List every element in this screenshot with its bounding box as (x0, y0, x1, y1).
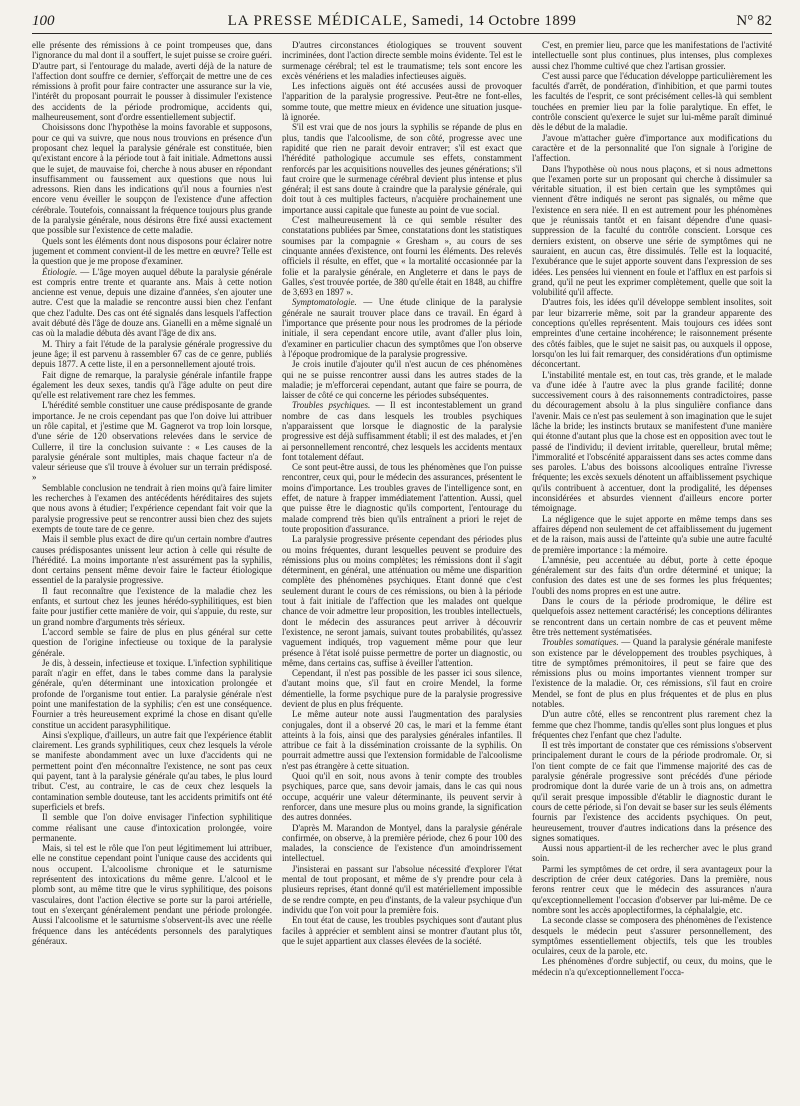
paragraph-text: Dans l'hypothèse où nous nous plaçons, et si nous admettons que l'examen porte sur un proposant qui cherche à dissimuler sa véritable situation, il est bien certain que les symptômes qui viennent d'être indiqués ne seront pas signalés, ou même que l'existence en sera niée. Il en est autrement pour les phénomènes que je réunissais tantôt et en faisant dépendre d'une quasi-suppression de la faculté du contrôle conscient. Lorsque ces derniers existent, on observe une série de symptômes qui ne sauraient, en aucun cas, être dissimulés. Telle est la loquacité, l'exubérance que le sujet apporte souvent dans l'expression de ses idées. Les pensées lui viennent en foule et l'afflux en est parfois si grand, qu'il ne peut les exprimer complètement, quelle que soit la volubilité qu'il affecte. (532, 163, 772, 298)
paragraph-text: C'est malheureusement là ce qui semble résulter des constatations publiées par Smee, constatations dont les statistiques soumises par la compagnie « Gresham », au cours de ses cinquante années d'existence, ont fourni les éléments. Des relevés officiels il résulte, en effet, que « la mortalité occasionnée par la folie et la paralysie générale, en Angleterre et dans le pays de Galles, s'est trouvée portée, de 380 qu'elle était en 1848, au chiffre de 3,693 en 1897 ». (282, 215, 522, 298)
paragraph-text: Je dis, à dessein, infectieuse et toxique. L'infection syphilitique paraît n'agir en effet, dans le tabes comme dans la paralysie générale, qu'en déterminant une intoxication prolongée et profonde de l'organisme tout entier. La paralysie générale n'est point une manifestation de la syphilis; c'en est une conséquence. Fournier a très heureusement exprimé la chose en disant qu'elle constitue un accident parasyphilitique. (32, 657, 272, 730)
paragraph (282, 359, 522, 400)
paragraph (532, 370, 772, 514)
paragraph (282, 709, 522, 771)
paragraph-text: — Il est incontestablement un grand nombre de cas dans lesquels les troubles psychiques n'apparaissent que lorsque le diagnostic de la paralysie progressive est déjà suffisamment établi; il est des malades, et j'en ai personnellement rencontré, chez lesquels les accidents mentaux font totalement défaut. (282, 400, 522, 462)
paragraph-text: La négligence que le sujet apporte en même temps dans ses affaires dépend non seulement de cet affaiblissement du jugement et de la raison, mais aussi de l'atteinte qu'a subie une autre faculté de première importance : la mémoire. (532, 513, 772, 555)
paragraph (32, 730, 272, 812)
paragraph-text: D'autres fois, les idées qu'il développe semblent insolites, soit par leur bizarrerie même, soit par la grandeur apparente des conceptions qu'elles représentent. Mais toujours ces idées sont empreintes d'une certaine incohérence; le raisonnement présente des côtés faibles, que le sujet ne saisit pas, ou auxquels il oppose, lorsqu'on les lui fait remarquer, des considérations d'un optimisme déconcertant. (532, 297, 772, 370)
paragraph (282, 215, 522, 297)
paragraph (532, 637, 772, 709)
paragraph (282, 668, 522, 709)
paragraph-text: Ainsi s'explique, d'ailleurs, un autre fait que l'expérience établit clairement. Les grands syphilitiques, ceux chez lesquels la vérole se manifeste abondamment avec un luxe d'accidents qui ne permettent point d'en méconnaître l'existence, ne sont pas ceux qui payent, tant à la paralysie générale qu'au tabes, le plus lourd tribut. C'est, au contraire, le cas de ceux chez lesquels la contamination semble douteuse, tant les accidents primitifs ont été superficiels et brefs. (32, 729, 272, 812)
paragraph (32, 843, 272, 946)
paragraph (532, 133, 772, 164)
paragraph (32, 627, 272, 658)
paragraph (282, 534, 522, 668)
page-number: 100 (32, 13, 55, 29)
section-heading: Troubles somatiques. (542, 637, 619, 648)
paragraph (32, 339, 272, 370)
issue-number: N° 82 (736, 13, 772, 29)
section-heading: Symptomatologie. (292, 297, 357, 308)
paragraph (32, 483, 272, 534)
paragraph-text: Choisissons donc l'hypothèse la moins favorable et supposons, pour ce qui va suivre, que nous nous trouvions en présence d'un proposant chez lequel la paralysie générale est constituée, bien qu'existant encore à la période tout à fait initiale. Admettons aussi que le sujet, de mauvaise foi, cherche à nous abuser en répondant insuffisamment ou faussement aux questions que nous lui adressons. Rien dans les indications qu'il nous a fournies n'est encore venu éveiller le soupçon de l'existence d'une affection cérébrale. Toutefois, connaissant la fréquence toujours plus grande de la paralysie générale, nous désirons être fixé aussi exactement que possible sur l'existence de cette maladie. (32, 122, 272, 236)
paragraph (532, 596, 772, 637)
paragraph-text: L'instabilité mentale est, en tout cas, très grande, et le malade va d'une idée à l'autre avec la plus grande facilité; donne successivement cours à des raisonnements contradictoires, passe du découragement absolu à la plus singulière confiance dans l'avenir. Mais ce n'est pas seulement à son imagination que le sujet lâche la bride; les instincts brutaux se manifestent d'une manière qui étonne d'autant plus que la chose est en opposition avec tout le passé de l'individu; il devient irritable, querelleur, brutal même; l'immoralité et l'obscénité apparaissent dans ses actes comme dans ses paroles. L'abus des boissons alcooliques entraîne l'ivresse fréquente; les excès sexuels dénotent un affaiblissement psychique qu'ils contribuent à accentuer, dont la prodigalité, les dépenses inconsidérées et absurdes viennent d'ailleurs encore porter témoignage. (532, 369, 772, 514)
paragraph (532, 915, 772, 956)
paragraph (282, 771, 522, 822)
paragraph (532, 40, 772, 71)
article-columns (32, 40, 772, 1094)
paragraph (532, 843, 772, 864)
paragraph-text: — Quand la paralysie générale manifeste son existence par le développement des troubles psychiques, à titre de symptômes prémonitoires, il peut se faire que des rémissions plus ou moins importantes viennent tromper sur l'existence de la maladie. Or, ces rémissions, s'il faut en croire Mendel, se font de plus en plus fréquentes et de plus en plus notables. (532, 637, 772, 709)
paragraph-text: En tout état de cause, les troubles psychiques sont d'autant plus faciles à apprécier et semblent ainsi se montrer d'autant plus tôt, que le sujet appartient aux classes élevées de la société. (282, 915, 522, 946)
paragraph (532, 864, 772, 915)
paragraph-text: — Une étude clinique de la paralysie générale ne saurait trouver place dans ce travail. En égard à l'importance que présente pour nous les prodromes de la période initiale, il sera cependant encore utile, avant d'aller plus loin, d'examiner en particulier chacun des symptômes que l'on observe à l'époque prodromique de la paralysie progressive. (282, 297, 522, 359)
paragraph-text: Je crois inutile d'ajouter qu'il n'est aucun de ces phénomènes qui ne se puisse rencontrer aussi dans les autres stades de la maladie; je m'efforcerai cependant, autant que faire se pourra, de laisser de côté ce qui concerne les périodes subséquentes. (282, 359, 522, 401)
paragraph (32, 370, 272, 401)
paragraph-text: Semblable conclusion ne tendrait à rien moins qu'à faire limiter les recherches à l'examen des antécédents héréditaires des sujets que nous avons à étudier; l'expérience cependant fait voir que la paralysie progressive peut se rencontrer aussi bien chez des sujets exempts de toute tare de ce genre. (32, 482, 272, 534)
paragraph-text: M. Thiry a fait l'étude de la paralysie générale progressive du jeune âge; il est parvenu à rassembler 67 cas de ce genre, publiés depuis 1877. A cette liste, il en a personnellement ajouté trois. (32, 338, 272, 370)
paragraph-text: — L'âge moyen auquel débute la paralysie générale est compris entre trente et quarante ans. Mais à cette notion ancienne est venue, depuis une dizaine d'années, s'en ajouter une autre. C'est que la maladie se rencontre aussi bien chez l'enfant que chez l'adulte. Des cas ont été signalés dans lesquels l'affection avait débuté dès l'âge de douze ans. Gianelli en a même signalé un cas où la maladie débuta dès avant l'âge de dix ans. (32, 266, 272, 339)
paragraph (282, 297, 522, 359)
paragraph-text: Fait digne de remarque, la paralysie générale infantile frappe également les deux sexes, tandis qu'à l'âge adulte on peut dire qu'elle est relativement rare chez les femmes. (32, 369, 272, 401)
paragraph-text: La paralysie progressive présente cependant des périodes plus ou moins fréquentes, durant lesquelles peuvent se produire des rémissions plus ou moins complètes; les rémissions dont il s'agit déterminent, en général, une atténuation ou même une disparition complète des phénomènes psychiques. Etant donné que c'est seulement durant le cours de ces rémissions, ou bien à la période tout à fait initiale de l'affection que les malades ont quelque chance de voir admettre leur proposition, les troubles intellectuels, dont le médecin des assurances peut arriver à découvrir l'existence, ne seront jamais, suivant toutes probabilités, qu'assez vaguement indiqués, trop vaguement même pour que leur présence à l'état isolé puisse permettre de porter un diagnostic, ou même, dans certains cas, suffise à éveiller l'attention. (282, 534, 522, 668)
paragraph (282, 122, 522, 215)
paragraph (532, 740, 772, 843)
running-header (32, 0, 772, 34)
column-3 (532, 40, 772, 1094)
paragraph-text: D'autres circonstances étiologiques se trouvent souvent incriminées, dont l'action directe semble moins évidente. Tel est le surmenage cérébral; tel est le traumatisme; tels sont encore les excès vénériens et les maladies infectieuses aiguës. (282, 40, 522, 81)
paragraph-text: Mais, si tel est le rôle que l'on peut légitimement lui attribuer, elle ne constitue cependant point l'unique cause des accidents qui nous occupent. L'alcoolisme chronique et le saturnisme représentent des intoxications du même genre. L'alcool et le plomb sont, au même titre que le virus syphilitique, des poisons vasculaires, dont l'action élective se porte sur la paroi artérielle, tout en s'exerçant généralement pendant une période prolongée. Aussi l'alcoolisme et le saturnisme s'observent-ils avec une réelle fréquence dans les antécédents personnels des paralytiques généraux. (32, 843, 272, 946)
paragraph-text: Dans le cours de la période prodromique, le délire est quelquefois assez nettement caractérisé; les conceptions délirantes se rencontrent dans un certain nombre de cas et peuvent même être très nettement systématisées. (532, 596, 772, 637)
publication-name: LA PRESSE MÉDICALE (227, 13, 404, 29)
paragraph (532, 709, 772, 740)
paragraph (282, 81, 522, 122)
paragraph-text: L'hérédité semble constituer une cause prédisposante de grande importance. Je ne crois cependant pas que l'on doive lui attribuer un rôle capital, et j'estime que M. Gagnerot va trop loin lorsque, d'une série de 120 observations relevées dans le service de Cullerre, il tire la conclusion suivante : « Les causes de la paralysie générale sont multiples, mais chaque facteur n'a de valeur sérieuse que s'il trouve à évoluer sur un terrain prédisposé. » (32, 400, 272, 483)
paragraph (282, 40, 522, 81)
header-title: LA PRESSE MÉDICALE, Samedi, 14 Octobre 1899 (227, 13, 577, 29)
paragraph (282, 462, 522, 534)
paragraph (32, 267, 272, 339)
paragraph-text: J'avoue m'attacher guère d'importance aux modifications du caractère et de la personnalité que l'on signale à l'origine de l'affection. (532, 132, 772, 164)
paragraph (532, 514, 772, 555)
paragraph (282, 915, 522, 946)
paragraph-text: S'il est vrai que de nos jours la syphilis se répande de plus en plus, tandis que l'alcoolisme, de son côté, progresse avec une rapidité que rien ne parait devoir entraver; s'il est exact que l'hérédité pathologique accumule ses effets, constamment renforcés par les acquisitions nouvelles des jeunes générations; s'il faut croire que le surmenage cérébral devient plus intense et plus général; il est sans doute à craindre que la paralysie générale, qui doit tout à ces multiples facteurs, n'acquière prochainement une importance aussi capitale que funeste au point de vue social. (282, 122, 522, 215)
paragraph-text: C'est, en premier lieu, parce que les manifestations de l'activité intellectuelle sont plus continues, plus intenses, plus complexes aussi chez l'homme cultivé que chez l'artisan grossier. (532, 40, 772, 71)
paragraph (32, 812, 272, 843)
column-2 (282, 40, 522, 1094)
paragraph (32, 122, 272, 235)
paragraph (32, 658, 272, 730)
paragraph (32, 236, 272, 267)
paragraph-text: Les phénomènes d'ordre subjectif, ou ceux, du moins, que le médecin n'a qu'exceptionnellement l'occa- (532, 956, 772, 977)
column-1 (32, 40, 272, 1094)
paragraph-text: L'accord semble se faire de plus en plus général sur cette question de l'origine infectieuse ou toxique de la paralysie générale. (32, 626, 272, 658)
paragraph-text: D'après M. Marandon de Montyel, dans la paralysie générale confirmée, on observe, à la première période, chez 6 pour 100 des malades, la conscience de l'existence d'un amoindrissement intellectuel. (282, 822, 522, 864)
paragraph (282, 400, 522, 462)
section-heading: Troubles psychiques. (292, 400, 371, 411)
paragraph-text: La seconde classe se composera des phénomènes de l'existence desquels le médecin peut s'assurer personnellement, des symptômes essentiellement objectifs, tels que les troubles oculaires, ceux de la parole, etc. (532, 915, 772, 957)
paragraph-text: elle présente des rémissions à ce point trompeuses que, dans l'ignorance du mal dont il a souffert, le sujet puisse se croire guéri. D'autre part, si l'entourage du malade, averti déjà de la nature de l'affection dont souffre ce dernier, s'efforçait de mettre une de ces rémissions à profit pour faire contracter une assurance sur la vie, l'intérêt du proposant pourrait le pousser à dissimuler l'existence des accidents de la période prodromique, accidents qui, malheureusement, sont d'ordre essentiellement subjectif. (32, 40, 272, 123)
paragraph-text: Le même auteur note aussi l'augmentation des paralysies conjugales, dont il a observé 20 cas, le mari et la femme étant atteints à la fois, ainsi que des paralysies générales infantiles. Il attribue ce fait à la dissémination croissante de la syphilis. On pourrait admettre aussi que l'extension formidable de l'alcoolisme n'est pas étrangère à cette situation. (282, 709, 522, 771)
paragraph-text: Il est très important de constater que ces rémissions s'observent principalement durant le cours de la période prodromale. Or, si l'on tient compte de ce fait que l'immense majorité des cas de paralysie générale progressive sont précédés d'une période prodromique dont la durée varie de un à trois ans, on admettra qu'il serait presque impossible d'établir le diagnostic durant le cours de cette période, si l'on devait se baser sur les seuls éléments fournis par l'existence des accidents psychiques. On peut, heureusement, trouver d'autres indications dans la présence des signes somatiques. (532, 740, 772, 843)
paragraph-text: Les infections aiguës ont été accusées aussi de provoquer l'apparition de la paralysie progressive. Peut-être ne font-elles, somme toute, que mettre mieux en évidence une situation jusque-là ignorée. (282, 81, 522, 123)
paragraph-text: Parmi les symptômes de cet ordre, il sera avantageux pour la description de créer deux catégories. Dans la première, nous ferons rentrer ceux que le médecin des assurances n'aura qu'exceptionnellement l'occasion d'observer par lui-même. De ce nombre sont les accès apoplectiformes, la céphalalgie, etc. (532, 863, 772, 915)
paragraph-text: Mais il semble plus exact de dire qu'un certain nombre d'autres causes prédisposantes unissent leur action à celle qui résulte de l'hérédité. La moins importante n'est assurément pas la syphilis, dont certains pensent même devoir faire le facteur étiologique essentiel de la paralysie progressive. (32, 534, 272, 586)
paragraph (32, 534, 272, 585)
paragraph-text: D'un autre côté, elles se rencontrent plus rarement chez la femme que chez l'homme, tandis qu'elles sont plus longues et plus fréquentes chez l'enfant que chez l'adulte. (532, 709, 772, 740)
paragraph (282, 823, 522, 864)
issue-date: Samedi, 14 Octobre 1899 (411, 13, 577, 29)
paragraph (532, 956, 772, 977)
paragraph (532, 297, 772, 369)
paragraph (532, 555, 772, 596)
paragraph (282, 864, 522, 915)
paragraph-text: Ce sont peut-être aussi, de tous les phénomènes que l'on puisse rencontrer, ceux qui, pour le médecin des assurances, présentent le moins d'importance. Les troubles graves de l'intelligence sont, en effet, de nature à frapper immédiatement l'attention. Aussi, quel que puisse être le diagnostic qu'ils comportent, l'entourage du malade comprend très bien qu'ils entraînent a priori le rejet de toute proposition d'assurance. (282, 462, 522, 534)
paragraph (532, 164, 772, 298)
paragraph (32, 400, 272, 482)
paragraph (532, 71, 772, 133)
section-heading: Étiologie. (42, 266, 78, 277)
paragraph-text: Il faut reconnaître que l'existence de la maladie chez les enfants, et surtout chez les jeunes hérédo-syphilitiques, est bien faite pour justifier cette manière de voir, qui s'appuie, du reste, sur un grand nombre d'arguments très sérieux. (32, 585, 272, 627)
paragraph-text: L'amnésie, peu accentuée au début, porte à cette époque généralement sur des faits d'un ordre déterminé et unique; la confusion des dates est une de ses formes les plus fréquentes; l'oubli des noms propres en est une autre. (532, 554, 772, 596)
paragraph-text: J'insisterai en passant sur l'absolue nécessité d'explorer l'état mental de tout proposant, et même de s'y prendre pour cela à plusieurs reprises, étant donné qu'il est matériellement impossible de se rendre compte, en peu d'instants, de la valeur psychique d'un individu que l'on voit pour la première fois. (282, 863, 522, 915)
paragraph-text: Cependant, il n'est pas possible de les passer ici sous silence, d'autant moins que, s'il faut en croire Mendel, la forme démentielle, la forme psychique pure de la paralysie progressive devient de plus en plus fréquente. (282, 668, 522, 709)
paragraph (32, 586, 272, 627)
paragraph (32, 40, 272, 122)
paragraph-text: Aussi nous appartient-il de les rechercher avec le plus grand soin. (532, 843, 772, 864)
paragraph-text: Il semble que l'on doive envisager l'infection syphilitique comme réalisant une cause d'intoxication prolongée, voire permanente. (32, 812, 272, 843)
paragraph-text: Quoi qu'il en soit, nous avons à tenir compte des troubles psychiques, parce que, sans devoir jamais, dans le cas qui nous occupe, acquérir une valeur déterminante, ils peuvent servir à renforcer, dans une mesure plus ou moins grande, la signification des autres données. (282, 771, 522, 823)
paragraph-text: Quels sont les éléments dont nous disposons pour éclairer notre jugement et comment convient-il de les mettre en œuvre? Telle est la question que je me propose d'examiner. (32, 235, 272, 267)
paragraph-text: C'est aussi parce que l'éducation développe particulièrement les facultés d'arrêt, de pondération, d'inhibition, et que parmi toutes les facultés de l'esprit, ce sont précisément celles-là qui semblent touchées en premier lieu par la folie paralytique. En effet, le contrôle conscient qu'exerce le sujet sur lui-même paraît diminué dès le début de la maladie. (532, 70, 772, 133)
